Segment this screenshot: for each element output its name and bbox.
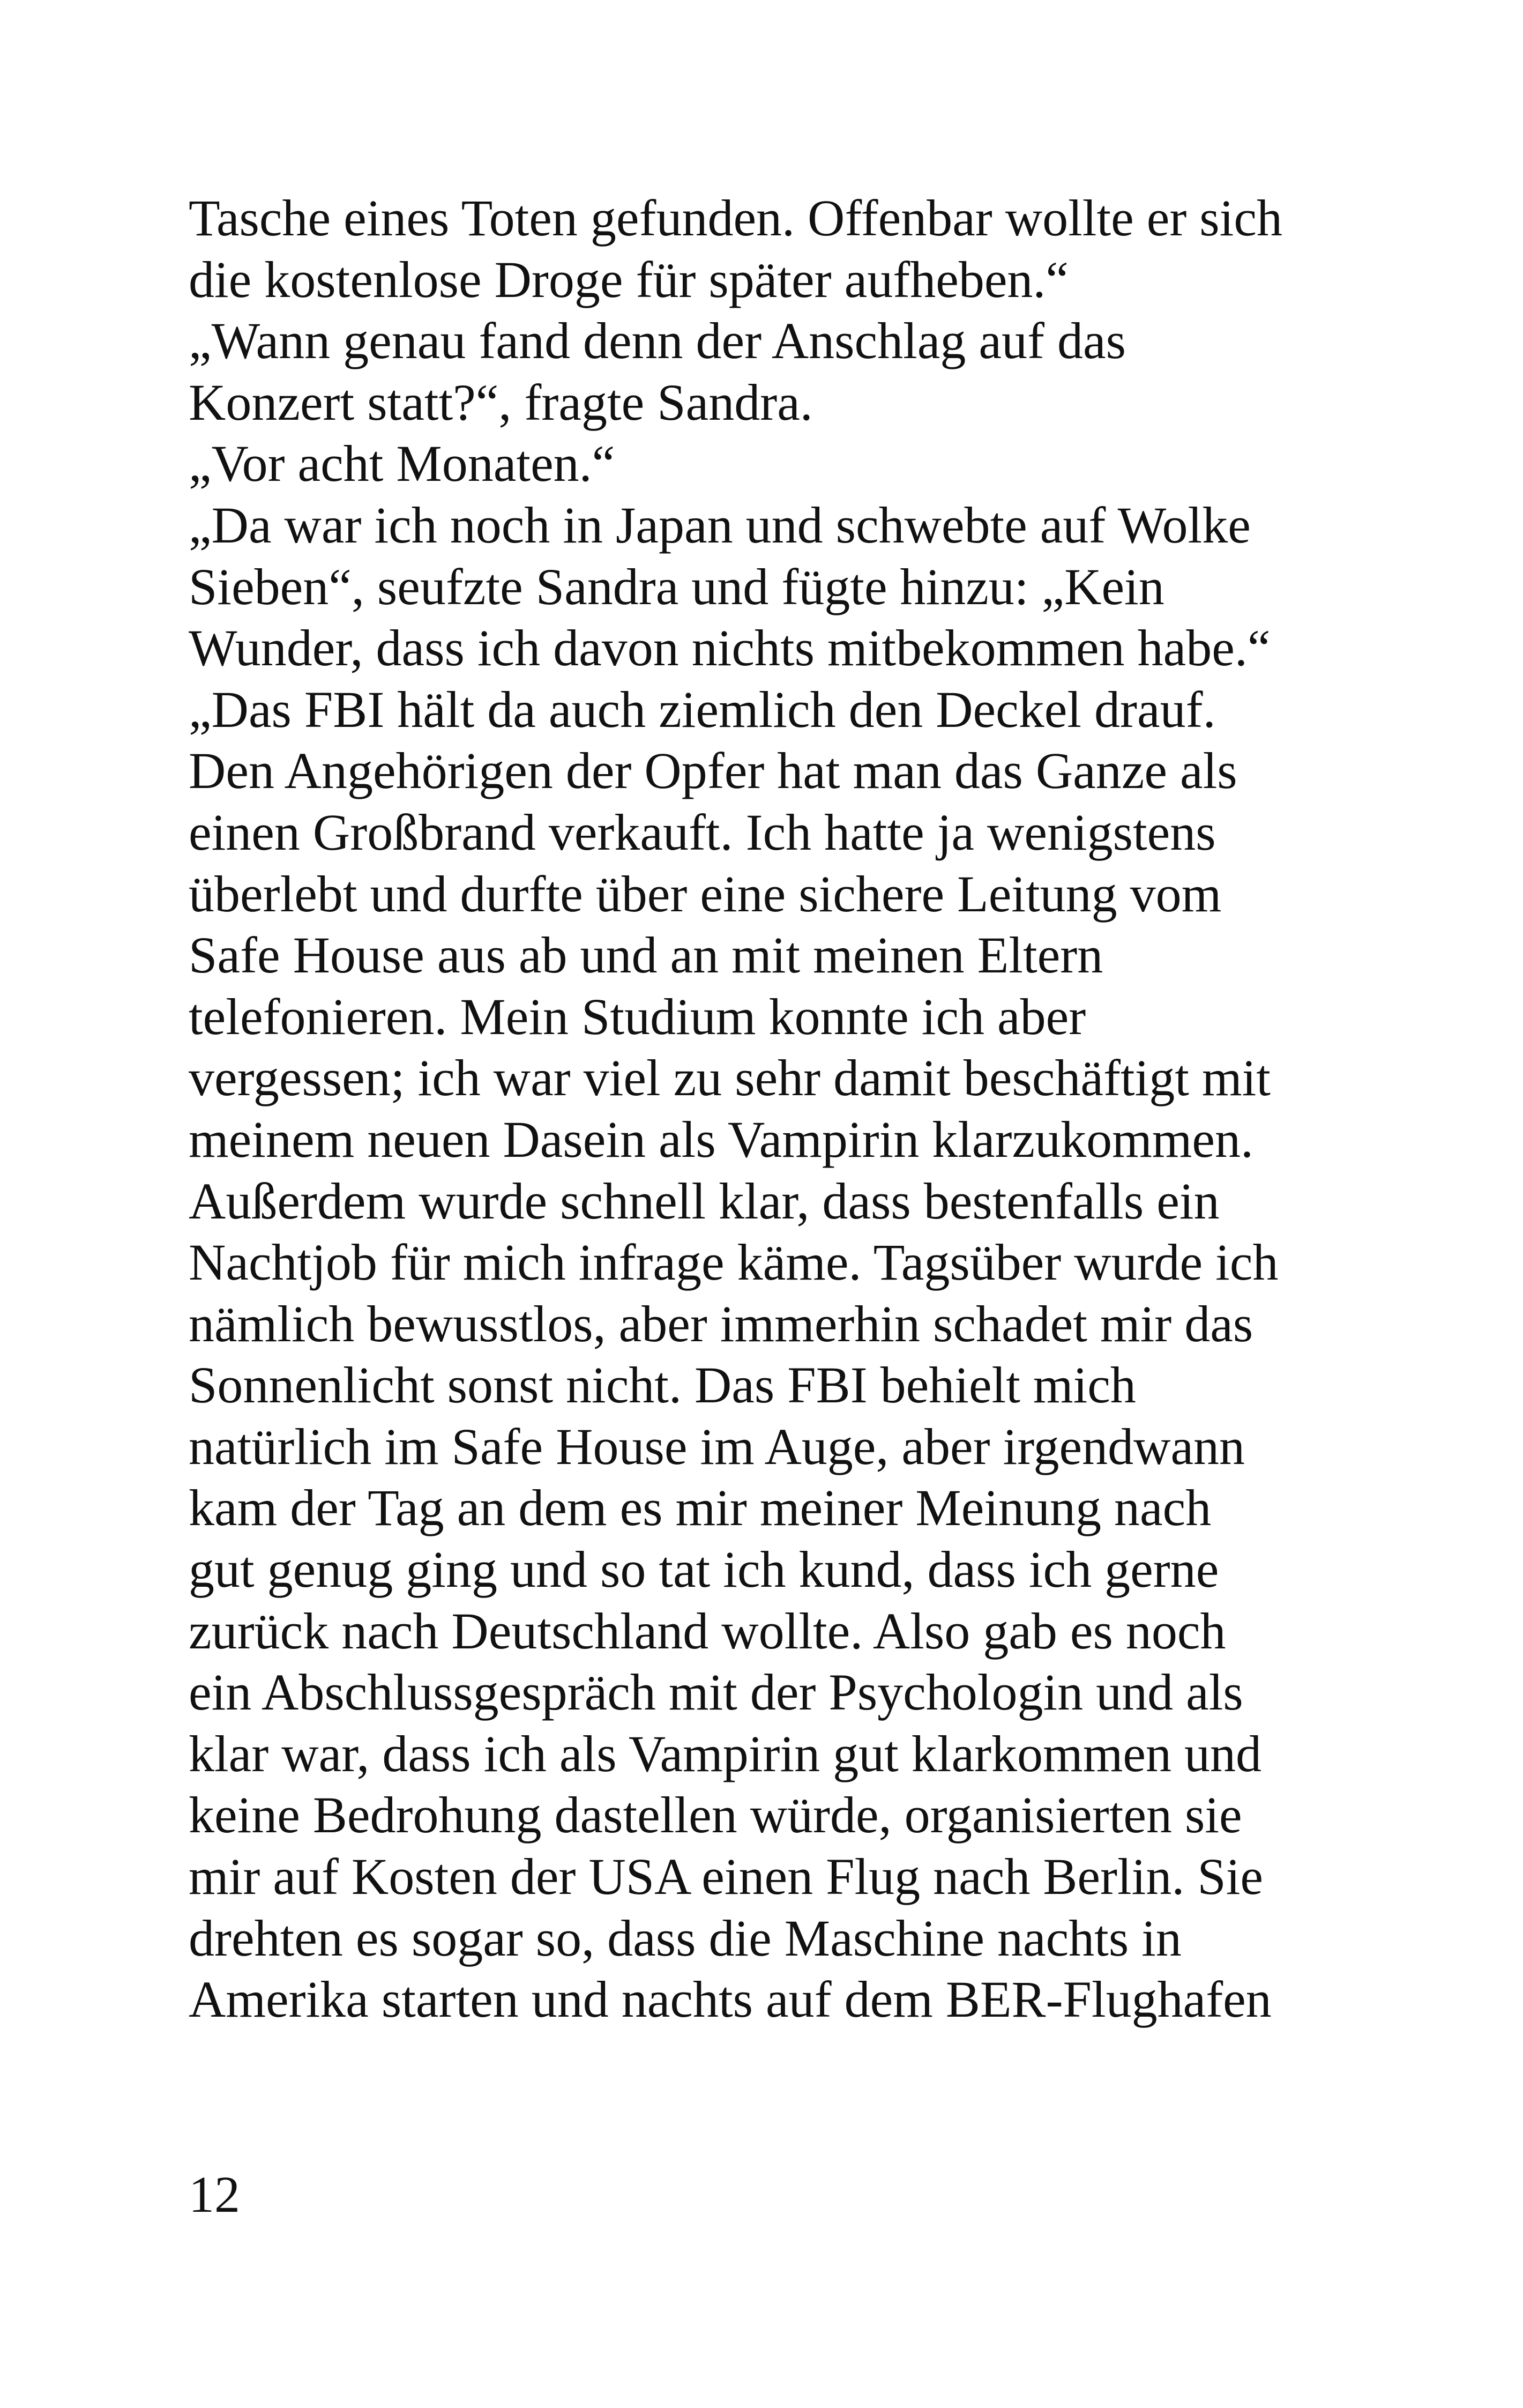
- text-line: Konzert statt?“, fragte Sandra.: [189, 373, 813, 431]
- body-text: [189, 188, 1368, 2031]
- text-line: Sieben“, seufzte Sandra und fügte hinzu: „Kein: [189, 558, 1164, 615]
- text-line: „Das FBI hält da auch ziemlich den Deckel drauf.: [189, 680, 1216, 738]
- text-line: „Da war ich noch in Japan und schwebte auf Wolke: [189, 496, 1251, 554]
- page-number: 12: [189, 2166, 240, 2223]
- text-line: meinem neuen Dasein als Vampirin klarzukommen.: [189, 1110, 1254, 1168]
- text-line: telefonieren. Mein Studium konnte ich aber: [189, 987, 1086, 1045]
- text-line: kam der Tag an dem es mir meiner Meinung nach: [189, 1479, 1212, 1537]
- text-line: die kostenlose Droge für später aufheben.“: [189, 250, 1069, 308]
- text-line: natürlich im Safe House im Auge, aber irgendwann: [189, 1417, 1245, 1475]
- text-line: Den Angehörigen der Opfer hat man das Ganze als: [189, 742, 1237, 800]
- text-line: drehten es sogar so, dass die Maschine nachts in: [189, 1909, 1182, 1967]
- text-line: Nachtjob für mich infrage käme. Tagsüber wurde ich: [189, 1233, 1279, 1291]
- text-line: klar war, dass ich als Vampirin gut klarkommen und: [189, 1725, 1261, 1782]
- text-line: Außerdem wurde schnell klar, dass bestenfalls ein: [189, 1172, 1220, 1230]
- text-line: Tasche eines Toten gefunden. Offenbar wollte er sich: [189, 189, 1282, 247]
- text-line: vergessen; ich war viel zu sehr damit beschäftigt mit: [189, 1049, 1271, 1107]
- text-line: zurück nach Deutschland wollte. Also gab es noch: [189, 1602, 1226, 1660]
- text-line: überlebt und durfte über eine sichere Leitung vom: [189, 865, 1222, 923]
- text-line: Wunder, dass ich davon nichts mitbekommen habe.“: [189, 619, 1271, 677]
- text-line: keine Bedrohung dastellen würde, organisierten sie: [189, 1786, 1242, 1844]
- text-line: ein Abschlussgespräch mit der Psychologin und als: [189, 1663, 1243, 1721]
- text-line: Amerika starten und nachts auf dem BER-Flughafen: [189, 1971, 1272, 2028]
- text-line: einen Großbrand verkauft. Ich hatte ja wenigstens: [189, 803, 1216, 861]
- text-line: Safe House aus ab und an mit meinen Eltern: [189, 926, 1103, 984]
- text-line: Sonnenlicht sonst nicht. Das FBI behielt mich: [189, 1356, 1136, 1414]
- text-line: mir auf Kosten der USA einen Flug nach Berlin. Sie: [189, 1848, 1263, 1906]
- text-line: „Vor acht Monaten.“: [189, 435, 615, 493]
- text-line: gut genug ging und so tat ich kund, dass ich gerne: [189, 1541, 1219, 1599]
- text-line: „Wann genau fand denn der Anschlag auf das: [189, 312, 1126, 370]
- text-line: nämlich bewusstlos, aber immerhin schadet mir das: [189, 1295, 1253, 1352]
